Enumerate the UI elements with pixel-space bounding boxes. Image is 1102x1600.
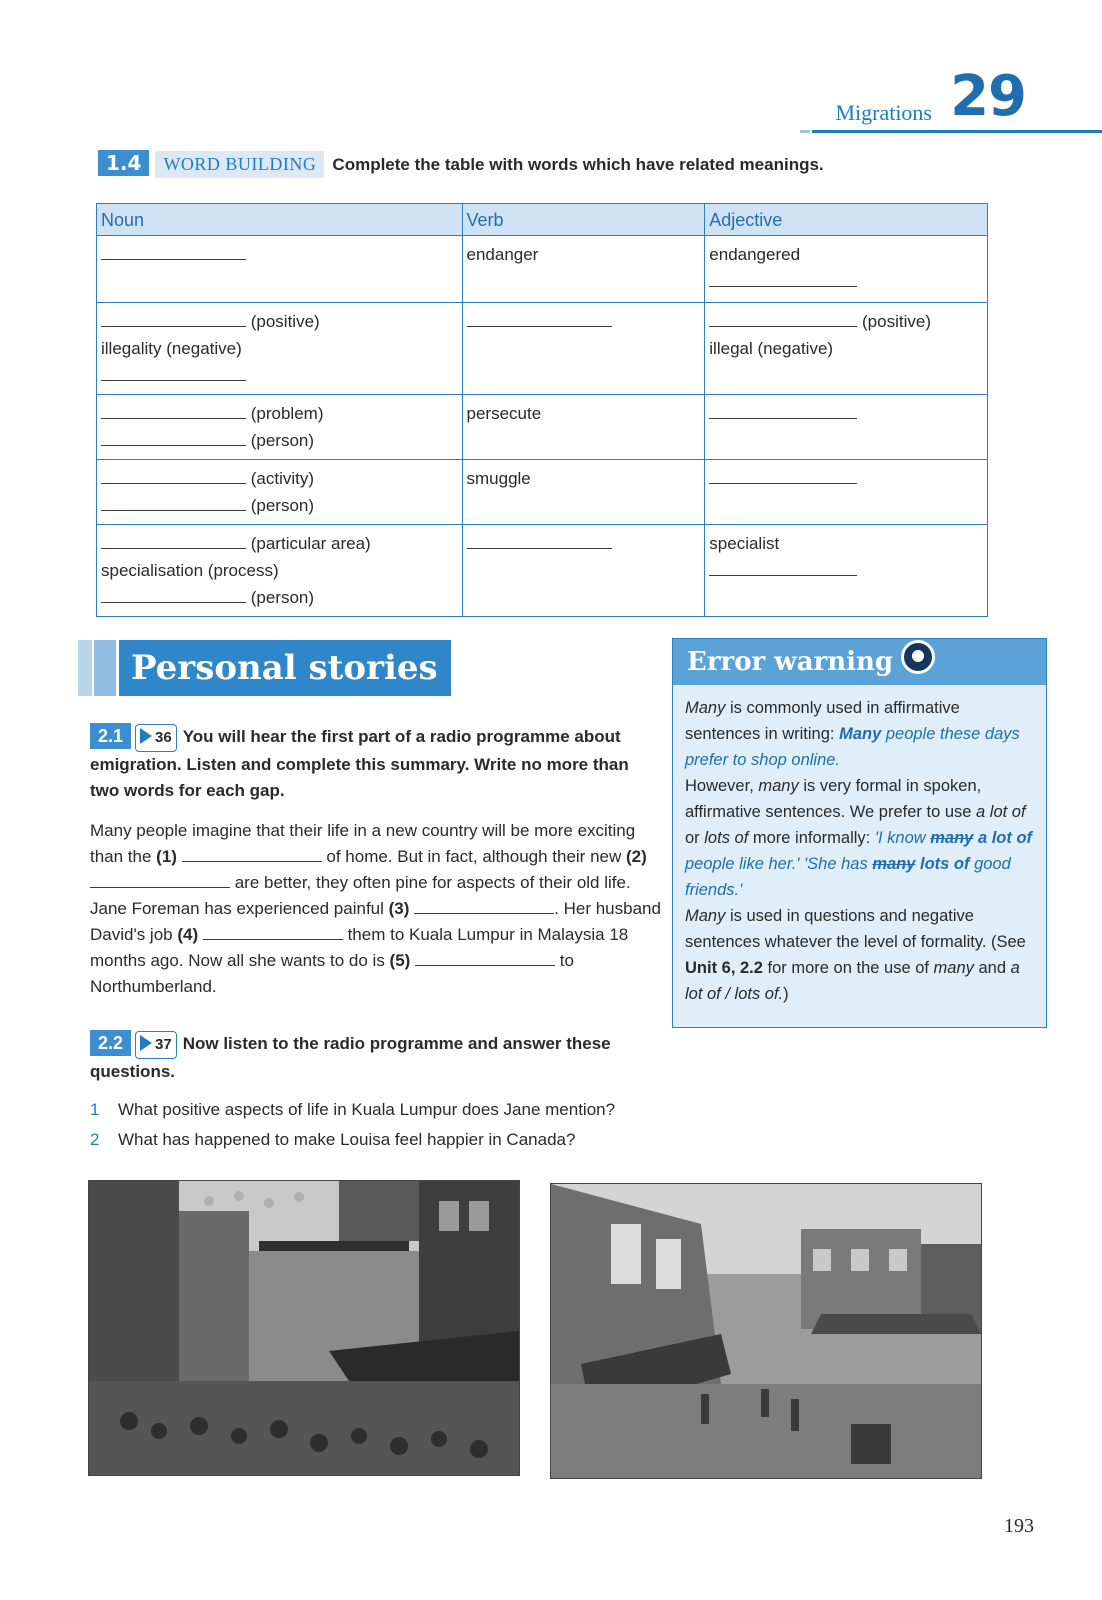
exercise-instruction: You will hear the first part of a radio programme about emigration. Listen and complete this summary. Write no more than two words for each gap. <box>90 727 629 800</box>
town-photo-illustration <box>551 1184 981 1478</box>
answer-blank[interactable] <box>101 494 246 511</box>
page-number: 193 <box>1004 1515 1034 1537</box>
term: lots of <box>704 829 749 847</box>
error-warning-title: Error warning <box>687 647 894 677</box>
cell-adjective <box>705 395 988 460</box>
cell-text: (positive) <box>250 312 320 331</box>
question-list <box>90 1100 615 1160</box>
exercise-number: 2.1 <box>90 723 131 749</box>
table-row <box>97 525 988 617</box>
summary-text <box>90 818 665 1000</box>
cell-text: (person) <box>250 431 315 450</box>
section-heading-accent <box>78 640 92 696</box>
table-row <box>97 236 988 303</box>
cell-noun <box>97 303 463 395</box>
column-header-noun: Noun <box>97 204 463 236</box>
example-keyword: a lot of <box>973 829 1033 847</box>
summary-segment: them to Kuala Lumpur in Malaysia 18 months ago. Now all she wants to do is <box>90 925 629 970</box>
cell-verb <box>462 303 705 395</box>
unit-number: 29 <box>950 64 1026 129</box>
term: Many <box>685 907 726 925</box>
cell-verb <box>462 525 705 617</box>
cell-text: specialisation (process) <box>101 561 279 580</box>
cell-adjective <box>705 236 988 303</box>
cell-text: (positive) <box>862 312 931 331</box>
struck-word: many <box>930 829 974 847</box>
summary-segment: to Northumberland. <box>90 951 574 996</box>
photo-town-square <box>550 1183 982 1479</box>
exercise-number: 1.4 <box>98 150 149 176</box>
summary-segment: of home. But in fact, although their new <box>321 847 626 866</box>
gap-blank[interactable] <box>415 949 555 966</box>
gap-blank[interactable] <box>90 871 230 888</box>
example-keyword: Many <box>839 725 882 743</box>
cell-noun <box>97 395 463 460</box>
answer-blank[interactable] <box>709 402 857 419</box>
error-warning-paragraph <box>685 773 1034 903</box>
column-header-adjective: Adjective <box>705 204 988 236</box>
table-row <box>97 460 988 525</box>
cell-verb: endanger <box>462 236 705 303</box>
answer-blank[interactable] <box>101 310 246 327</box>
exercise-1-4-heading <box>98 150 824 178</box>
question-number: 2 <box>90 1130 100 1149</box>
audio-track-button[interactable] <box>135 724 177 752</box>
eye-icon <box>901 640 935 674</box>
struck-word: many <box>872 855 916 873</box>
term: many <box>933 959 974 977</box>
answer-blank[interactable] <box>101 243 246 260</box>
answer-blank[interactable] <box>101 402 246 419</box>
photo-kuala-lumpur-market <box>88 1180 520 1476</box>
text: ) <box>783 985 789 1003</box>
cell-noun <box>97 236 463 303</box>
cell-noun <box>97 460 463 525</box>
track-number: 37 <box>155 1036 172 1053</box>
cell-text: (particular area) <box>250 534 371 553</box>
section-heading-accent <box>94 640 116 696</box>
cross-reference: Unit 6, 2.2 <box>685 959 763 977</box>
play-icon <box>140 1035 152 1051</box>
text: is very formal in spoken, affirmative sentences. We prefer to use <box>685 777 982 821</box>
cell-adjective <box>705 525 988 617</box>
question-number: 1 <box>90 1100 100 1119</box>
example-text: 'I know <box>874 829 931 847</box>
cell-text: (person) <box>250 496 315 515</box>
gap-number: (1) <box>156 847 177 866</box>
column-header-verb: Verb <box>462 204 705 236</box>
exercise-instruction: Complete the table with words which have related meanings. <box>332 155 824 174</box>
cell-text: specialist <box>709 534 780 553</box>
gap-blank[interactable] <box>414 897 554 914</box>
answer-blank[interactable] <box>709 310 857 327</box>
header-rule <box>812 130 1102 133</box>
list-item <box>90 1100 615 1120</box>
text: for more on the use of <box>762 959 934 977</box>
answer-blank[interactable] <box>467 532 612 549</box>
text: is used in questions and negative sentences whatever the level of formality. (See <box>685 907 1026 951</box>
exercise-instruction: Now listen to the radio programme and answer these questions. <box>90 1034 611 1081</box>
example-keyword: lots of <box>915 855 970 873</box>
question-text: What positive aspects of life in Kuala Lumpur does Jane mention? <box>118 1100 616 1119</box>
cell-text: endangered <box>709 245 801 264</box>
section-title: Personal stories <box>119 640 451 696</box>
summary-segment: Many people imagine that their life in a new country will be more exciting than the <box>90 821 636 866</box>
answer-blank[interactable] <box>101 532 246 549</box>
answer-blank[interactable] <box>709 270 857 287</box>
gap-number: (2) <box>625 847 647 866</box>
cell-adjective <box>705 303 988 395</box>
example-text: good friends.' <box>685 855 1011 899</box>
exercise-2-2-heading <box>90 1030 660 1085</box>
gap-number: (3) <box>388 899 410 918</box>
summary-segment: . Her husband David's job <box>90 899 661 944</box>
term: a lot of <box>976 803 1026 821</box>
table-header-row <box>97 204 988 236</box>
table-row <box>97 303 988 395</box>
word-building-table <box>96 203 988 617</box>
cell-adjective <box>705 460 988 525</box>
list-item <box>90 1130 615 1150</box>
answer-blank[interactable] <box>101 586 246 603</box>
cell-text: (problem) <box>250 404 324 423</box>
cell-text: illegal (negative) <box>709 339 834 358</box>
answer-blank[interactable] <box>101 467 246 484</box>
question-text: What has happened to make Louisa feel happier in Canada? <box>118 1130 576 1149</box>
cell-text: (activity) <box>250 469 315 488</box>
exercise-number: 2.2 <box>90 1030 131 1056</box>
table-row <box>97 395 988 460</box>
gap-blank[interactable] <box>203 923 343 940</box>
market-photo-illustration <box>89 1181 519 1475</box>
unit-title: Migrations <box>835 100 932 125</box>
gap-blank[interactable] <box>182 845 322 862</box>
answer-blank[interactable] <box>709 559 857 576</box>
exercise-2-1-heading <box>90 723 660 804</box>
play-icon <box>140 728 152 744</box>
error-warning-body <box>673 685 1046 1017</box>
audio-track-button[interactable] <box>135 1031 177 1059</box>
gap-number: (4) <box>177 925 199 944</box>
example-text: people like her.' 'She has <box>685 855 873 873</box>
error-warning-paragraph <box>685 695 1034 773</box>
answer-blank[interactable] <box>709 467 857 484</box>
gap-number: (5) <box>389 951 411 970</box>
text: more informally: <box>748 829 875 847</box>
cell-noun <box>97 525 463 617</box>
exercise-tag: WORD BUILDING <box>155 151 324 178</box>
header-rule-accent <box>800 130 810 133</box>
error-warning-paragraph <box>685 903 1034 1007</box>
error-warning-box <box>672 638 1047 1028</box>
summary-segment: are better, they often pine for aspects of their old life. Jane Foreman has experienced painful <box>90 873 631 918</box>
answer-blank[interactable] <box>101 364 246 381</box>
term: Many <box>685 699 726 717</box>
text: and <box>973 959 1011 977</box>
error-warning-header <box>673 639 1046 685</box>
cell-text: illegality (negative) <box>101 339 242 358</box>
track-number: 36 <box>155 729 172 746</box>
term: many <box>758 777 799 795</box>
cell-verb: persecute <box>462 395 705 460</box>
answer-blank[interactable] <box>101 429 246 446</box>
text: or <box>685 829 705 847</box>
example-text: people these days prefer to shop online. <box>685 725 1020 769</box>
cell-text: (person) <box>250 588 315 607</box>
text: However, <box>685 777 759 795</box>
cell-verb: smuggle <box>462 460 705 525</box>
answer-blank[interactable] <box>467 310 612 327</box>
term: a lot of / lots of. <box>685 959 1020 1003</box>
text: is commonly used in affirmative sentences in writing: <box>685 699 960 743</box>
